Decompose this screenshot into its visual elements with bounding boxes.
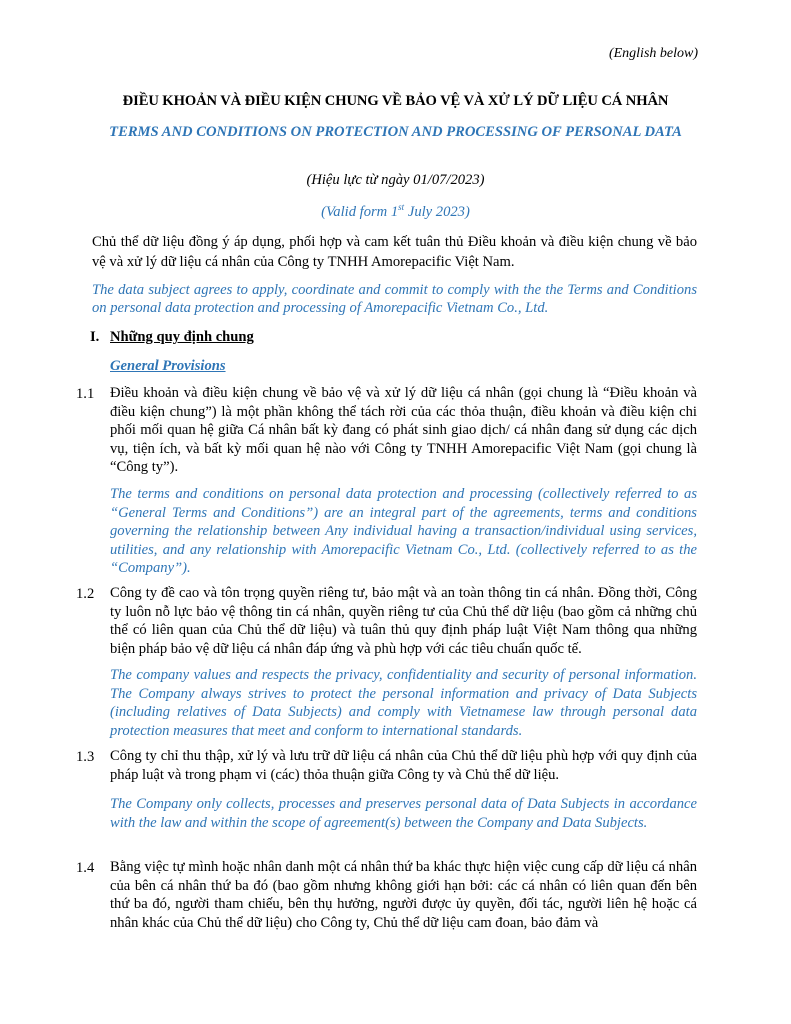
item-number: 1.4 [76,860,95,876]
document-title-vietnamese: ĐIỀU KHOẢN VÀ ĐIỀU KIỆN CHUNG VỀ BẢO VỆ VÀ XỬ LÝ DỮ LIỆU CÁ NHÂN [122,93,669,109]
effective-date-english-sup: st [398,202,405,212]
document-title-english: TERMS AND CONDITIONS ON PROTECTION AND PROCESSING OF PERSONAL DATA [109,124,682,140]
effective-date-vietnamese: (Hiệu lực từ ngày 01/07/2023) [306,172,485,188]
section-heading [90,329,254,346]
effective-date-english-pre: (Valid form 1 [321,203,399,220]
item-text-english: The company values and respects the privacy, confidentiality and security of personal information. The Company always strives to protect the personal information and privacy of Data Subjects (including relatives of Data Subjects) and comply with Vietnamese law through personal data protection measures that meet and conform to international standards. [110,667,697,739]
effective-date-english-post: July 2023) [404,203,470,220]
item-text-vietnamese: Điều khoản và điều kiện chung về bảo vệ và xử lý dữ liệu cá nhân (gọi chung là “Điều khoản và điều kiện chung”) là một phần không thể tách rời của các thỏa thuận, điều khoản và điều kiện chi phối mối quan hệ giữa Cá nhân bất kỳ đang có phát sinh giao dịch/ cá nhân đang sử dụng các dịch vụ, tiện ích, và bất kỳ mối quan hệ nào với Công ty TNHH Amorepacific Việt Nam (gọi chung là “Công ty”). [110,385,697,475]
item-text-english: The Company only collects, processes and preserves personal data of Data Subjects in accordance with the law and within the scope of agreement(s) between the Company and Data Subjects. [110,796,697,831]
intro-paragraph-english: The data subject agrees to apply, coordinate and commit to comply with the the Terms and Conditions on personal data protection and processing of Amorepacific Vietnam Co., Ltd. [92,282,697,316]
item-number: 1.1 [76,386,95,402]
section-title-english: General Provisions [110,358,226,374]
english-below-note: (English below) [608,46,698,61]
item-text-vietnamese: Bằng việc tự mình hoặc nhân danh một cá nhân thứ ba khác thực hiện việc cung cấp dữ liệu cá nhân của bên cá nhân thứ ba đó (bao gồm nhưng không giới hạn bởi: các cá nhân có liên quan đến bên thứ ba đó, người tham chiếu, bên thụ hưởng, người được ủy quyền, đối tác, người liên hệ hoặc cá nhân khác của Chủ thể dữ liệu) cho Công ty, Chủ thể dữ liệu cam đoan, bảo đảm và [110,859,697,931]
item-number: 1.2 [76,586,95,602]
item-text-vietnamese: Công ty chỉ thu thập, xử lý và lưu trữ dữ liệu cá nhân của Chủ thể dữ liệu phù hợp với quy định của pháp luật và trong phạm vi (các) thỏa thuận giữa Công ty và Chủ thể dữ liệu. [110,748,697,783]
item-text-english: The terms and conditions on personal data protection and processing (collectively referred to as “General Terms and Conditions”) are an integral part of the agreements, terms and conditions governing the relationship between Any individual having a transaction/individual using services, utilities, and any relationship with Amorepacific Vietnam Co., Ltd. (collectively referred to as the “Company”). [110,486,697,576]
item-text-vietnamese: Công ty đề cao và tôn trọng quyền riêng tư, bảo mật và an toàn thông tin cá nhân. Đồng thời, Công ty luôn nỗ lực bảo vệ thông tin cá nhân, quyền riêng tư của Chủ thể dữ liệu (bao gồm cả những chủ thể có liên quan của Chủ thể dữ liệu) và tuân thủ quy định pháp luật Việt Nam thông qua những biện pháp bảo vệ dữ liệu cá nhân đáp ứng và phù hợp với các tiêu chuẩn quốc tế. [110,585,697,657]
section-title-vietnamese: Những quy định chung [110,329,254,345]
section-number: I. [90,329,100,345]
effective-date-english [0,202,791,221]
intro-paragraph-vietnamese: Chủ thể dữ liệu đồng ý áp dụng, phối hợp và cam kết tuân thủ Điều khoản và điều kiện chung về bảo vệ và xử lý dữ liệu cá nhân của Công ty TNHH Amorepacific Việt Nam. [92,234,697,270]
item-number: 1.3 [76,749,95,765]
